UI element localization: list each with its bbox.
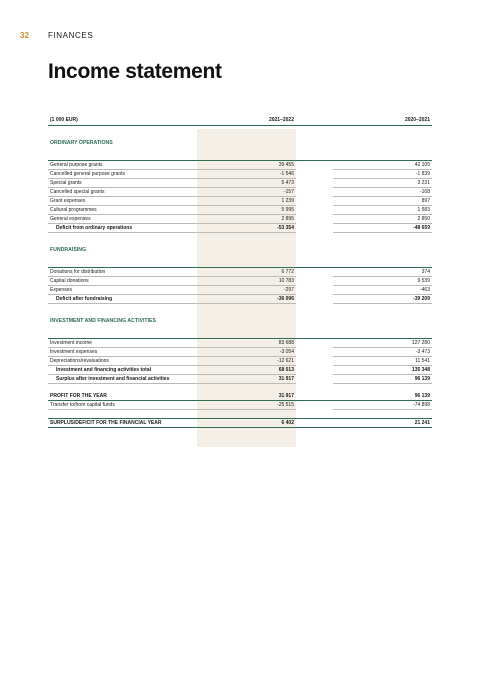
page-number: 32: [20, 31, 29, 40]
section-row: [48, 126, 432, 161]
row-value-previous: 127 280: [333, 339, 432, 348]
transfer-label: Transfer to/from capital funds: [48, 401, 197, 410]
subtotal-label: Deficit from ordinary operations: [48, 224, 197, 233]
profit-label: PROFIT FOR THE YEAR: [48, 392, 197, 401]
profit-row: [48, 392, 432, 401]
row-label: General expenses: [48, 215, 197, 224]
section-row: [48, 233, 432, 268]
row-label: Special grants: [48, 179, 197, 188]
row-value-current: 10 783: [197, 277, 296, 286]
row-value-current: 1 239: [197, 197, 296, 206]
row-value-current: -1 546: [197, 170, 296, 179]
final-value-current: 6 402: [197, 419, 296, 428]
subtotal-value-previous: -48 659: [333, 224, 432, 233]
transfer-value-previous: -74 898: [333, 401, 432, 410]
profit-value-previous: 96 139: [333, 392, 432, 401]
surplus-row: [48, 375, 432, 384]
final-value-previous: 21 241: [333, 419, 432, 428]
subtotal-value-current: -36 096: [197, 295, 296, 304]
section-title-investment: INVESTMENT AND FINANCING ACTIVITIES: [48, 304, 197, 339]
table-row: [48, 206, 432, 215]
row-value-current: -3 054: [197, 348, 296, 357]
subtotal-value-previous: -39 209: [333, 295, 432, 304]
table-row: [48, 286, 432, 295]
row-value-previous: 3 231: [333, 179, 432, 188]
table-row: [48, 188, 432, 197]
table-row: [48, 197, 432, 206]
table-header-row: [48, 115, 432, 126]
table-row: [48, 357, 432, 366]
income-table: [48, 115, 432, 428]
section-title-ordinary: ORDINARY OPERATIONS: [48, 126, 197, 161]
row-label: Capital donations: [48, 277, 197, 286]
profit-value-current: 31 917: [197, 392, 296, 401]
row-value-previous: 9 539: [333, 277, 432, 286]
row-label: Investment income: [48, 339, 197, 348]
subtotal-label: Deficit after fundraising: [48, 295, 197, 304]
unit-header: (1 000 EUR): [48, 115, 197, 126]
section-label: FINANCES: [48, 31, 94, 40]
row-value-previous: 42 105: [333, 161, 432, 170]
final-result-row: [48, 419, 432, 428]
row-value-previous: 11 541: [333, 357, 432, 366]
transfer-value-current: -25 515: [197, 401, 296, 410]
row-value-previous: -3 473: [333, 348, 432, 357]
row-value-current: 2 895: [197, 215, 296, 224]
table-row: [48, 215, 432, 224]
subtotal-value-previous: 135 348: [333, 366, 432, 375]
row-value-previous: -168: [333, 188, 432, 197]
year-header-current: 2021–2022: [197, 115, 296, 126]
row-label: Depreciations/revaluations: [48, 357, 197, 366]
row-label: Cancelled general purpose grants: [48, 170, 197, 179]
row-value-previous: -1 839: [333, 170, 432, 179]
row-label: Donations for distribution: [48, 268, 197, 277]
page-title: Income statement: [48, 60, 222, 83]
row-value-current: 83 688: [197, 339, 296, 348]
row-label: Expenses: [48, 286, 197, 295]
surplus-value-current: 31 917: [197, 375, 296, 384]
table-row: [48, 348, 432, 357]
final-label: SURPLUS/DEFICIT FOR THE FINANCIAL YEAR: [48, 419, 197, 428]
row-value-current: 5 473: [197, 179, 296, 188]
table-row: [48, 161, 432, 170]
subtotal-row: [48, 224, 432, 233]
table-row: [48, 277, 432, 286]
row-value-previous: 897: [333, 197, 432, 206]
section-row: [48, 304, 432, 339]
row-value-previous: -463: [333, 286, 432, 295]
table-row: [48, 268, 432, 277]
row-value-current: 39 455: [197, 161, 296, 170]
table-row: [48, 339, 432, 348]
row-value-current: -12 621: [197, 357, 296, 366]
subtotal-row: [48, 366, 432, 375]
subtotal-value-current: 68 013: [197, 366, 296, 375]
row-value-current: -297: [197, 286, 296, 295]
row-value-previous: 374: [333, 268, 432, 277]
surplus-value-previous: 96 139: [333, 375, 432, 384]
subtotal-label: Investment and financing activities total: [48, 366, 197, 375]
section-title-fundraising: FUNDRAISING: [48, 233, 197, 268]
row-value-current: -157: [197, 188, 296, 197]
income-statement: [48, 115, 432, 428]
row-label: General purpose grants: [48, 161, 197, 170]
row-value-current: 6 772: [197, 268, 296, 277]
row-value-previous: 1 583: [333, 206, 432, 215]
row-label: Cancelled special grants: [48, 188, 197, 197]
transfer-row: [48, 401, 432, 410]
table-row: [48, 170, 432, 179]
row-label: Investment expenses: [48, 348, 197, 357]
table-row: [48, 179, 432, 188]
year-header-previous: 2020–2021: [333, 115, 432, 126]
surplus-label: Surplus after investment and financial activities: [48, 375, 197, 384]
row-label: Cultural programmes: [48, 206, 197, 215]
row-label: Grant expenses: [48, 197, 197, 206]
row-value-current: 5 995: [197, 206, 296, 215]
subtotal-row: [48, 295, 432, 304]
row-value-previous: 2 850: [333, 215, 432, 224]
subtotal-value-current: -53 354: [197, 224, 296, 233]
